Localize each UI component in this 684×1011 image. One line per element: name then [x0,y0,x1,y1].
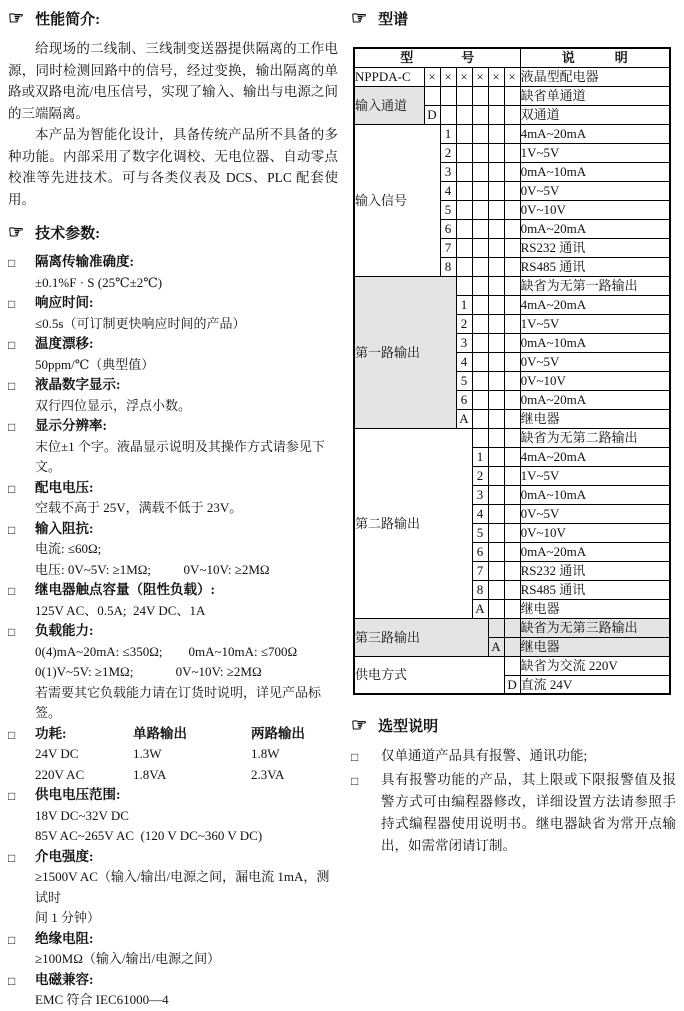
param-item [8,519,338,581]
option-desc-cell: 0V~10V [520,200,670,219]
empty-code-cell [472,162,488,181]
empty-code-cell [504,428,520,447]
empty-code-cell [456,200,472,219]
param-item [8,621,338,724]
option-code-cell: 2 [472,466,488,485]
selection-note-item [351,769,676,857]
checkbox-bullet-icon: □ [8,850,16,865]
empty-code-cell [488,390,504,409]
empty-code-cell [504,466,520,485]
param-item [8,416,338,478]
empty-code-cell [504,637,520,656]
option-code-cell: 1 [456,295,472,314]
param-item-line-3: 若需要其它负载能力请在订货时说明，详见产品标签。 [35,684,322,720]
empty-code-cell [504,86,520,105]
empty-code-cell [504,314,520,333]
checkbox-bullet-icon: □ [351,774,359,788]
param-item [8,375,338,416]
option-code-cell [504,656,520,675]
param-item-body [35,929,338,970]
empty-code-cell [504,542,520,561]
empty-code-cell [488,162,504,181]
empty-code-cell [456,162,472,181]
header-description-flex [521,50,669,65]
param-item-line-2: 85V AC~265V AC (120 V DC~360 V DC) [35,828,263,843]
option-desc-cell: 缺省为交流 220V [520,656,670,675]
param-item-line-1: ±0.1%F · S (25℃±2℃) [35,274,163,290]
empty-code-cell [472,105,488,124]
empty-code-cell [504,257,520,276]
pointing-hand-icon: ☞ [351,8,368,28]
param-item-line-2: 电压: 0V~5V: ≥1MΩ; 0V~10V: ≥2MΩ [35,561,270,577]
selection-note-item [351,745,676,768]
param-item-body [35,785,338,847]
option-code-cell: 1 [440,124,456,143]
option-desc-cell: 0V~5V [520,504,670,523]
param-item-line-1: EMC 符合 IEC61000—4 [35,992,169,1007]
checkbox-bullet-icon: □ [8,973,16,988]
param-item-line-1: ≥1500V AC（输入/输出/电源之间，漏电流 1mA，测试时 [35,869,330,905]
param-item-body [35,478,338,519]
empty-code-cell [488,124,504,143]
empty-code-cell [472,219,488,238]
param-item-line-1: 双行四位显示，浮点小数。 [35,397,192,413]
empty-code-cell [488,333,504,352]
param-item-body [35,334,338,375]
table-model-row [354,67,670,86]
empty-code-cell [488,86,504,105]
option-desc-cell: 0mA~10mA [520,333,670,352]
option-code-cell: D [424,105,440,124]
power-grid-cell-0-0: 24V DC [35,746,79,761]
option-code-cell: D [504,675,520,694]
empty-code-cell [472,390,488,409]
empty-code-cell [472,314,488,333]
param-item-title: 介电强度: [35,848,94,864]
param-item [8,580,338,621]
selection-notes-heading [351,715,676,736]
param-item-body [35,724,338,786]
tech-params-list [8,252,338,1011]
option-code-cell: 2 [440,143,456,162]
option-desc-cell: 继电器 [520,599,670,618]
param-item-line-1: 18V DC~32V DC [35,807,129,823]
option-desc-cell: 4mA~20mA [520,124,670,143]
option-code-cell: 6 [472,542,488,561]
model-code-placeholder-1: × [424,67,440,86]
param-item-body [35,519,338,581]
right-column [351,6,676,853]
param-item [8,847,338,929]
power-grid-cell-1-1: 1.8VA [133,766,167,782]
option-code-cell: 4 [472,504,488,523]
checkbox-bullet-icon: □ [8,932,16,947]
model-desc-cell: 液晶型配电器 [520,67,670,86]
option-code-cell [456,276,472,295]
option-desc-cell: 缺省为无第一路输出 [520,276,670,295]
option-code-cell: A [472,599,488,618]
empty-code-cell [504,409,520,428]
option-code-cell: 4 [440,181,456,200]
empty-code-cell [472,181,488,200]
table-row-输入通道-0 [354,86,670,105]
empty-code-cell [504,523,520,542]
param-item-title: 液晶数字显示: [35,377,121,392]
param-item [8,293,338,334]
empty-code-cell [456,219,472,238]
option-code-cell: 3 [472,485,488,504]
pointing-hand-icon: ☞ [351,715,368,735]
option-desc-cell: 继电器 [520,409,670,428]
empty-code-cell [440,86,456,105]
option-code-cell: 4 [456,352,472,371]
empty-code-cell [440,105,456,124]
empty-code-cell [488,371,504,390]
empty-code-cell [488,466,504,485]
option-desc-cell: 直流 24V [520,675,670,694]
empty-code-cell [456,257,472,276]
param-item [8,334,338,375]
param-item-title: 显示分辨率: [35,418,107,433]
empty-code-cell [488,409,504,428]
empty-code-cell [488,580,504,599]
checkbox-bullet-icon: □ [8,338,16,352]
empty-code-cell [504,618,520,637]
option-desc-cell: RS232 通讯 [520,238,670,257]
param-item-title: 供电电压范围: [35,787,121,802]
option-code-cell: 7 [440,238,456,257]
param-item-title: 配电电压: [35,479,94,495]
empty-code-cell [504,390,520,409]
empty-code-cell [504,105,520,124]
empty-code-cell [504,219,520,238]
selection-note-text-1: 仅单通道产品具有报警、通讯功能; [381,748,588,763]
empty-code-cell [472,257,488,276]
param-item-line-1: 125V AC、0.5A; 24V DC、1A [35,602,206,618]
empty-code-cell [488,504,504,523]
section-label-cell: 第三路输出 [354,618,488,656]
option-code-cell [488,618,504,637]
power-grid-cell-1-0: 220V AC [35,766,85,782]
option-desc-cell: 4mA~20mA [520,295,670,314]
section-label-cell: 第二路输出 [354,428,472,618]
model-name-cell: NPPDA-C [354,67,424,86]
param-item [8,724,338,786]
checkbox-bullet-icon: □ [8,625,16,639]
param-item-title: 负载能力: [35,623,94,638]
section-label-cell: 输入通道 [354,86,424,124]
checkbox-bullet-icon: □ [8,584,16,598]
param-item-title: 温度漂移: [35,336,94,351]
empty-code-cell [504,200,520,219]
param-item-title: 电磁兼容: [35,971,94,987]
empty-code-cell [472,238,488,257]
empty-code-cell [472,295,488,314]
left-column [8,6,338,1007]
empty-code-cell [488,447,504,466]
power-grid-header-2: 两路输出 [251,725,305,741]
param-item [8,929,338,970]
power-grid [35,724,338,786]
option-desc-cell: 0mA~10mA [520,162,670,181]
checkbox-bullet-icon: □ [8,727,16,742]
table-row-第一路输出-0 [354,276,670,295]
empty-code-cell [504,485,520,504]
empty-code-cell [488,143,504,162]
option-desc-cell: 0mA~10mA [520,485,670,504]
empty-code-cell [456,86,472,105]
empty-code-cell [488,105,504,124]
model-code-placeholder-4: × [472,67,488,86]
empty-code-cell [488,257,504,276]
empty-code-cell [456,143,472,162]
table-header-row [354,48,670,67]
empty-code-cell [488,181,504,200]
model-spectrum-heading [351,8,676,29]
param-item-line-1: 末位±1 个字。液晶显示说明及其操作方式请参见下文。 [35,438,325,474]
empty-code-cell [488,485,504,504]
param-item-body [35,970,338,1011]
param-item [8,478,338,519]
option-desc-cell: 双通道 [520,105,670,124]
empty-code-cell [504,504,520,523]
header-model-number-cell [354,48,520,67]
option-desc-cell: 继电器 [520,637,670,656]
param-item-line-1: ≥100MΩ（输入/输出/电源之间） [35,951,221,966]
empty-code-cell [504,580,520,599]
option-code-cell: A [456,409,472,428]
section-label-cell: 输入信号 [354,124,440,276]
empty-code-cell [488,219,504,238]
empty-code-cell [504,238,520,257]
checkbox-bullet-icon: □ [8,420,16,434]
param-item-body [35,375,338,416]
checkbox-bullet-icon: □ [8,789,16,803]
param-item-line-1: 50ppm/℃（典型值） [35,356,155,372]
param-item-body [35,580,338,621]
empty-code-cell [504,352,520,371]
model-spectrum-table [353,47,671,695]
option-desc-cell: 1V~5V [520,466,670,485]
param-item-line-2: 0(1)V~5V: ≥1MΩ; 0V~10V: ≥2MΩ [35,664,262,679]
empty-code-cell [472,124,488,143]
empty-code-cell [504,162,520,181]
param-item-title: 绝缘电阻: [35,930,94,946]
param-item-title: 隔离传输准确度: [35,254,134,269]
section-label-cell: 供电方式 [354,656,504,694]
empty-code-cell [472,352,488,371]
model-code-placeholder-6: × [504,67,520,86]
param-item-body [35,293,338,334]
empty-code-cell [504,333,520,352]
model-code-placeholder-3: × [456,67,472,86]
option-desc-cell: 1V~5V [520,314,670,333]
param-item-line-1: 空载不高于 25V，满载不低于 23V。 [35,500,243,515]
power-grid-cell-0-2: 1.8W [251,746,280,761]
checkbox-bullet-icon: □ [8,481,16,496]
empty-code-cell [472,409,488,428]
option-code-cell: 6 [456,390,472,409]
empty-code-cell [504,181,520,200]
header-number-label: 号 [461,50,475,66]
param-item-title: 输入阻抗: [35,520,94,536]
option-desc-cell: RS485 通讯 [520,257,670,276]
checkbox-bullet-icon: □ [8,256,16,270]
option-code-cell: 8 [440,257,456,276]
param-item-body [35,847,338,929]
empty-code-cell [472,333,488,352]
empty-code-cell [488,599,504,618]
option-code-cell: 3 [456,333,472,352]
header-model-number-flex [355,50,520,65]
empty-code-cell [472,371,488,390]
empty-code-cell [504,276,520,295]
checkbox-bullet-icon: □ [8,522,16,537]
option-desc-cell: 缺省单通道 [520,86,670,105]
option-desc-cell: 0V~5V [520,181,670,200]
model-code-placeholder-5: × [488,67,504,86]
option-code-cell: 1 [472,447,488,466]
table-row-输入信号-0 [354,124,670,143]
model-spectrum-title: 型谱 [378,12,409,28]
empty-code-cell [504,371,520,390]
power-grid-cell-1-2: 2.3VA [251,766,285,782]
empty-code-cell [488,200,504,219]
param-item [8,252,338,293]
empty-code-cell [488,561,504,580]
empty-code-cell [488,276,504,295]
empty-code-cell [472,86,488,105]
performance-intro-heading [8,8,338,29]
power-grid-cell-0-1: 1.3W [133,746,162,761]
empty-code-cell [504,295,520,314]
header-model-label: 型 [400,50,414,66]
empty-code-cell [488,352,504,371]
option-desc-cell: 0V~10V [520,371,670,390]
param-item-body [35,621,338,724]
empty-code-cell [488,295,504,314]
power-grid-header-1: 单路输出 [133,725,187,741]
option-code-cell: 6 [440,219,456,238]
option-code-cell: 8 [472,580,488,599]
option-desc-cell: 0V~10V [520,523,670,542]
option-desc-cell: RS485 通讯 [520,580,670,599]
option-code-cell: 5 [440,200,456,219]
pointing-hand-icon: ☞ [8,8,25,28]
selection-notes-list [351,745,676,857]
option-desc-cell: 0mA~20mA [520,542,670,561]
table-row-供电方式-0 [354,656,670,675]
section-label-cell: 第一路输出 [354,276,456,428]
param-item-title: 功耗: [35,725,67,741]
option-code-cell: A [488,637,504,656]
selection-notes-title: 选型说明 [378,719,439,735]
empty-code-cell [504,599,520,618]
param-item-title: 继电器触点容量（阻性负载）: [35,582,215,597]
option-desc-cell: 0mA~20mA [520,390,670,409]
empty-code-cell [456,181,472,200]
header-description-cell [520,48,670,67]
option-code-cell: 2 [456,314,472,333]
param-item-body [35,252,338,293]
checkbox-bullet-icon: □ [8,379,16,393]
option-code-cell: 5 [472,523,488,542]
empty-code-cell [456,124,472,143]
selection-note-text-2: 具有报警功能的产品，其上限或下限报警值及报警方式可由编程器修改，详细设置方法请参照手持式编程器使用说明书。继电器缺省为常开点输出，如需常闭请订制。 [381,772,676,853]
table-row-第二路输出-0 [354,428,670,447]
option-code-cell [424,86,440,105]
param-item [8,785,338,847]
tech-params-title: 技术参数: [35,226,101,242]
empty-code-cell [488,542,504,561]
param-item-title: 响应时间: [35,295,94,310]
empty-code-cell [488,523,504,542]
param-item [8,970,338,1011]
param-item-line-2: 间 1 分钟） [35,910,101,925]
intro-paragraph-2: 本产品为智能化设计，具备传统产品所不具备的多种功能。内部采用了数字化调校、无电位器、自动零点校准等先进技术。可与各类仪表及 DCS、PLC 配套使用。 [8,127,338,207]
param-item-body [35,416,338,478]
option-code-cell: 5 [456,371,472,390]
checkbox-bullet-icon: □ [351,750,359,764]
model-code-placeholder-2: × [440,67,456,86]
intro-paragraph-1: 给现场的二线制、三线制变送器提供隔离的工作电源，同时检测回路中的信号，经过变换，输出隔离的单路或双路电流/电压信号，实现了输入、输出与电源之间的三端隔离。 [8,41,338,121]
performance-intro-title: 性能简介: [35,12,101,28]
empty-code-cell [456,238,472,257]
empty-code-cell [472,143,488,162]
option-desc-cell: RS232 通讯 [520,561,670,580]
option-desc-cell: 1V~5V [520,143,670,162]
empty-code-cell [488,314,504,333]
param-item-line-1: 0(4)mA~20mA: ≤350Ω; 0mA~10mA: ≤700Ω [35,643,298,659]
option-code-cell [472,428,488,447]
empty-code-cell [472,200,488,219]
empty-code-cell [488,428,504,447]
empty-code-cell [504,124,520,143]
empty-code-cell [472,276,488,295]
option-code-cell: 7 [472,561,488,580]
param-item-line-1: 电流: ≤60Ω; [35,541,102,556]
table-row-第三路输出-0 [354,618,670,637]
empty-code-cell [504,561,520,580]
option-desc-cell: 0mA~20mA [520,219,670,238]
option-desc-cell: 缺省为无第二路输出 [520,428,670,447]
option-code-cell: 3 [440,162,456,181]
header-desc-label-a: 说 [561,50,575,66]
checkbox-bullet-icon: □ [8,297,16,311]
option-desc-cell: 4mA~20mA [520,447,670,466]
empty-code-cell [504,143,520,162]
tech-params-heading [8,222,338,243]
param-item-line-1: ≤0.5s（可订制更快响应时间的产品） [35,315,246,331]
option-desc-cell: 缺省为无第三路输出 [520,618,670,637]
empty-code-cell [504,447,520,466]
empty-code-cell [456,105,472,124]
header-desc-label-b: 明 [614,50,628,66]
pointing-hand-icon: ☞ [8,222,25,242]
performance-intro-body [8,38,338,210]
option-desc-cell: 0V~5V [520,352,670,371]
empty-code-cell [488,238,504,257]
